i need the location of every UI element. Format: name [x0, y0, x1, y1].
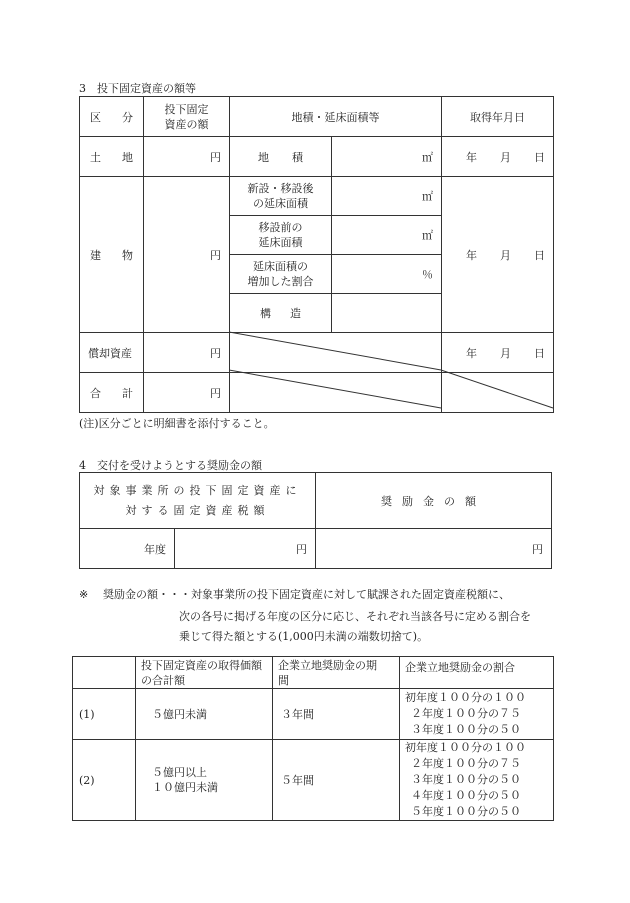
rate-row-period: ３年間 — [273, 689, 400, 740]
tax-amount-cell: 円 — [175, 529, 316, 569]
rate-row-no: (1) — [73, 689, 136, 740]
header-kubun: 区 分 — [80, 97, 144, 137]
isetsu-value: ㎡ — [332, 216, 442, 255]
rate-row-amount: ５億円以上 １０億円未満 — [136, 740, 273, 821]
zouka-label: 延床面積の 増加した割合 — [230, 255, 332, 294]
tochi-date: 年 月 日 — [442, 137, 554, 177]
header-chiseki-nobe: 地積・延床面積等 — [230, 97, 442, 137]
kozo-value — [332, 294, 442, 333]
header-shutoku: 取得年月日 — [442, 97, 554, 137]
isetsu-label: 移設前の 延床面積 — [230, 216, 332, 255]
rate-row-ratios: 初年度１００分の１００ ２年度１００分の７５ ３年度１００分の５０ — [400, 689, 554, 740]
rate-row-amount: ５億円未満 — [136, 689, 273, 740]
chiseki-label: 地 積 — [230, 137, 332, 177]
shokyaku-date: 年 月 日 — [442, 333, 554, 373]
rate-row-no: (2) — [73, 740, 136, 821]
gokei-date-diagonal-cell — [442, 373, 554, 413]
kozo-label: 構 造 — [230, 294, 332, 333]
incentive-amount-table — [79, 472, 552, 569]
section4-heading: 4 交付を受けようとする奨励金の額 — [79, 459, 262, 472]
investment-assets-table — [79, 96, 554, 413]
shinsetsu-label: 新設・移設後 の延床面積 — [230, 177, 332, 216]
rate-header-ratio: 企業立地奨励金の割合 — [400, 657, 554, 689]
row-shokyaku-label: 償却資産 — [80, 333, 144, 373]
zouka-value: ％ — [332, 255, 442, 294]
rate-row-period: ５年間 — [273, 740, 400, 821]
rate-header-period: 企業立地奨励金の期 間 — [273, 657, 400, 689]
gokei-diagonal-cell — [230, 373, 442, 413]
rate-row-2 — [73, 740, 554, 821]
row-tochi-label: 土 地 — [80, 137, 144, 177]
explanation-line2: 次の各号に掲げる年度の区分に応じ、それぞれ当該各号に定める割合を — [179, 610, 531, 623]
incentive-amount-cell: 円 — [316, 529, 552, 569]
shinsetsu-value: ㎡ — [332, 177, 442, 216]
tochi-amount: 円 — [144, 137, 230, 177]
row-tatemono-label: 建 物 — [80, 177, 144, 333]
tatemono-date: 年 月 日 — [442, 177, 554, 333]
tatemono-amount: 円 — [144, 177, 230, 333]
shokyaku-amount: 円 — [144, 333, 230, 373]
shokyaku-diagonal-cell — [230, 333, 442, 373]
chiseki-value: ㎡ — [332, 137, 442, 177]
row-gokei-label: 合 計 — [80, 373, 144, 413]
header-toka: 投下固定 資産の額 — [144, 97, 230, 137]
section3-note: (注)区分ごとに明細書を添付すること。 — [79, 417, 275, 430]
section3-heading: 3 投下固定資産の額等 — [79, 82, 196, 95]
incentive-amount-header: 奨励金の額 — [316, 473, 552, 529]
rate-row-1 — [73, 689, 554, 740]
incentive-rate-table — [72, 656, 554, 821]
explanation-line1: 奨励金の額・・・対象事業所の投下固定資産に対して賦課された固定資産税額に、 — [103, 588, 510, 601]
explanation-mark: ※ — [79, 588, 89, 601]
gokei-amount: 円 — [144, 373, 230, 413]
fiscal-year-cell: 年度 — [80, 529, 175, 569]
rate-header-blank — [73, 657, 136, 689]
rate-header-amount: 投下固定資産の取得価額 の合計額 — [136, 657, 273, 689]
rate-row-ratios: 初年度１００分の１００ ２年度１００分の７５ ３年度１００分の５０ ４年度１００分の５０ ５年度１００分の５０ — [400, 740, 554, 821]
tax-amount-header: 対象事業所の投下固定資産に 対する固定資産税額 — [80, 473, 316, 529]
explanation-line3: 乗じて得た額とする(1,000円未満の端数切捨て)。 — [179, 630, 429, 643]
